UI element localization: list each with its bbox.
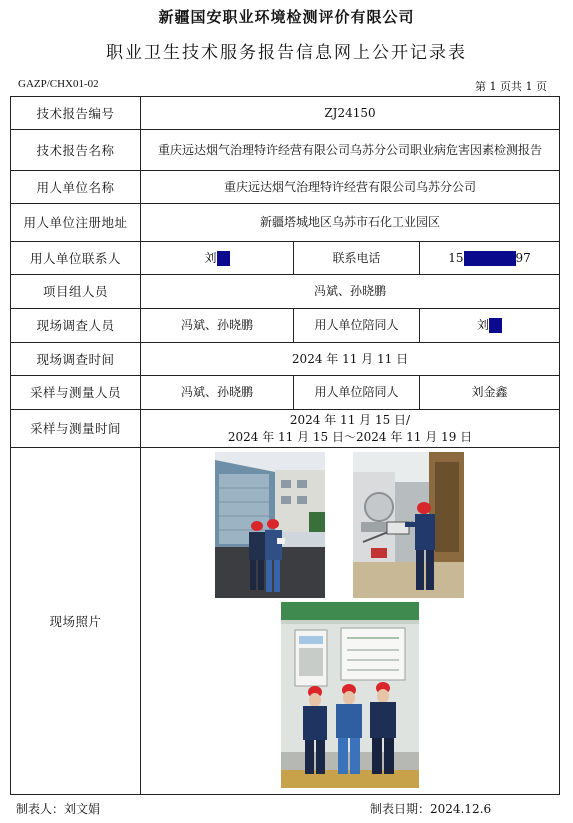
form-title: 职业卫生技术服务报告信息网上公开记录表 [106,43,467,63]
site-photo-1 [215,452,325,598]
survey-staff-value: 冯斌、孙晓鹏 [141,309,294,343]
survey-time-value: 2024 年 11 月 11 日 [141,343,560,376]
phone-suffix: 97 [515,250,531,265]
site-photo-1-image [215,452,325,598]
contact-label: 用人单位联系人 [11,242,141,275]
sampling-time-line-1: 2024 年 11 月 15 日/ [289,412,411,427]
row-report-name [11,130,560,171]
sampling-time-value [141,410,560,448]
company-name: 新疆国安职业环境检测评价有限公司 [158,8,415,26]
survey-escort-value [420,309,560,343]
phone-value [420,242,560,275]
row-employer-address [11,204,560,242]
site-photo-2-image [353,452,464,598]
prepared-date: 制表日期：2024.12.6 [370,802,492,816]
row-team [11,275,560,309]
sampling-escort-label: 用人单位陪同人 [294,376,420,410]
survey-escort-label: 用人单位陪同人 [294,309,420,343]
row-survey-staff [11,309,560,343]
phone-label: 联系电话 [294,242,420,275]
employer-address-label: 用人单位注册地址 [11,204,141,242]
employer-name-value: 重庆远达烟气治理特许经营有限公司乌苏分公司 [141,171,560,204]
row-employer-name [11,171,560,204]
report-no-label: 技术报告编号 [11,97,141,130]
team-label: 项目组人员 [11,275,141,309]
report-name-label: 技术报告名称 [11,130,141,171]
report-no-value: ZJ24150 [141,97,560,130]
employer-address-value: 新疆塔城地区乌苏市石化工业园区 [141,204,560,242]
row-contact [11,242,560,275]
site-photo-3-image [281,602,419,788]
row-survey-time [11,343,560,376]
site-photo-3 [281,602,419,788]
photos-label: 现场照片 [11,448,141,795]
record-table [10,96,560,795]
sampling-time-label: 采样与测量时间 [11,410,141,448]
site-photo-2 [353,452,464,598]
survey-escort-name: 刘 [476,318,489,332]
survey-time-label: 现场调查时间 [11,343,141,376]
sampling-staff-value: 冯斌、孙晓鹏 [141,376,294,410]
sampling-time-line-2: 2024 年 11 月 15 日～2024 年 11 月 19 日 [227,429,473,444]
document-code: GAZP/CHX01-02 [18,78,99,90]
row-sampling-time [11,410,560,448]
redaction-block [489,318,502,333]
employer-name-label: 用人单位名称 [11,171,141,204]
contact-name: 刘 [204,250,217,265]
row-photos [11,448,560,795]
contact-value [141,242,294,275]
sampling-staff-label: 采样与测量人员 [11,376,141,410]
photos-cell [141,448,560,795]
photo-area [141,448,559,794]
phone-prefix: 15 [448,250,464,265]
team-value: 冯斌、孙晓鹏 [141,275,560,309]
row-sampling-staff [11,376,560,410]
page-info: 第 1 页共 1 页 [475,80,547,93]
redaction-block [464,251,516,266]
prepared-by: 制表人：刘文娟 [16,802,101,816]
sampling-escort-value: 刘金鑫 [420,376,560,410]
row-report-no [11,97,560,130]
report-name-value: 重庆远达烟气治理特许经营有限公司乌苏分公司职业病危害因素检测报告 [141,130,560,171]
survey-staff-label: 现场调查人员 [11,309,141,343]
redaction-block [217,251,230,266]
